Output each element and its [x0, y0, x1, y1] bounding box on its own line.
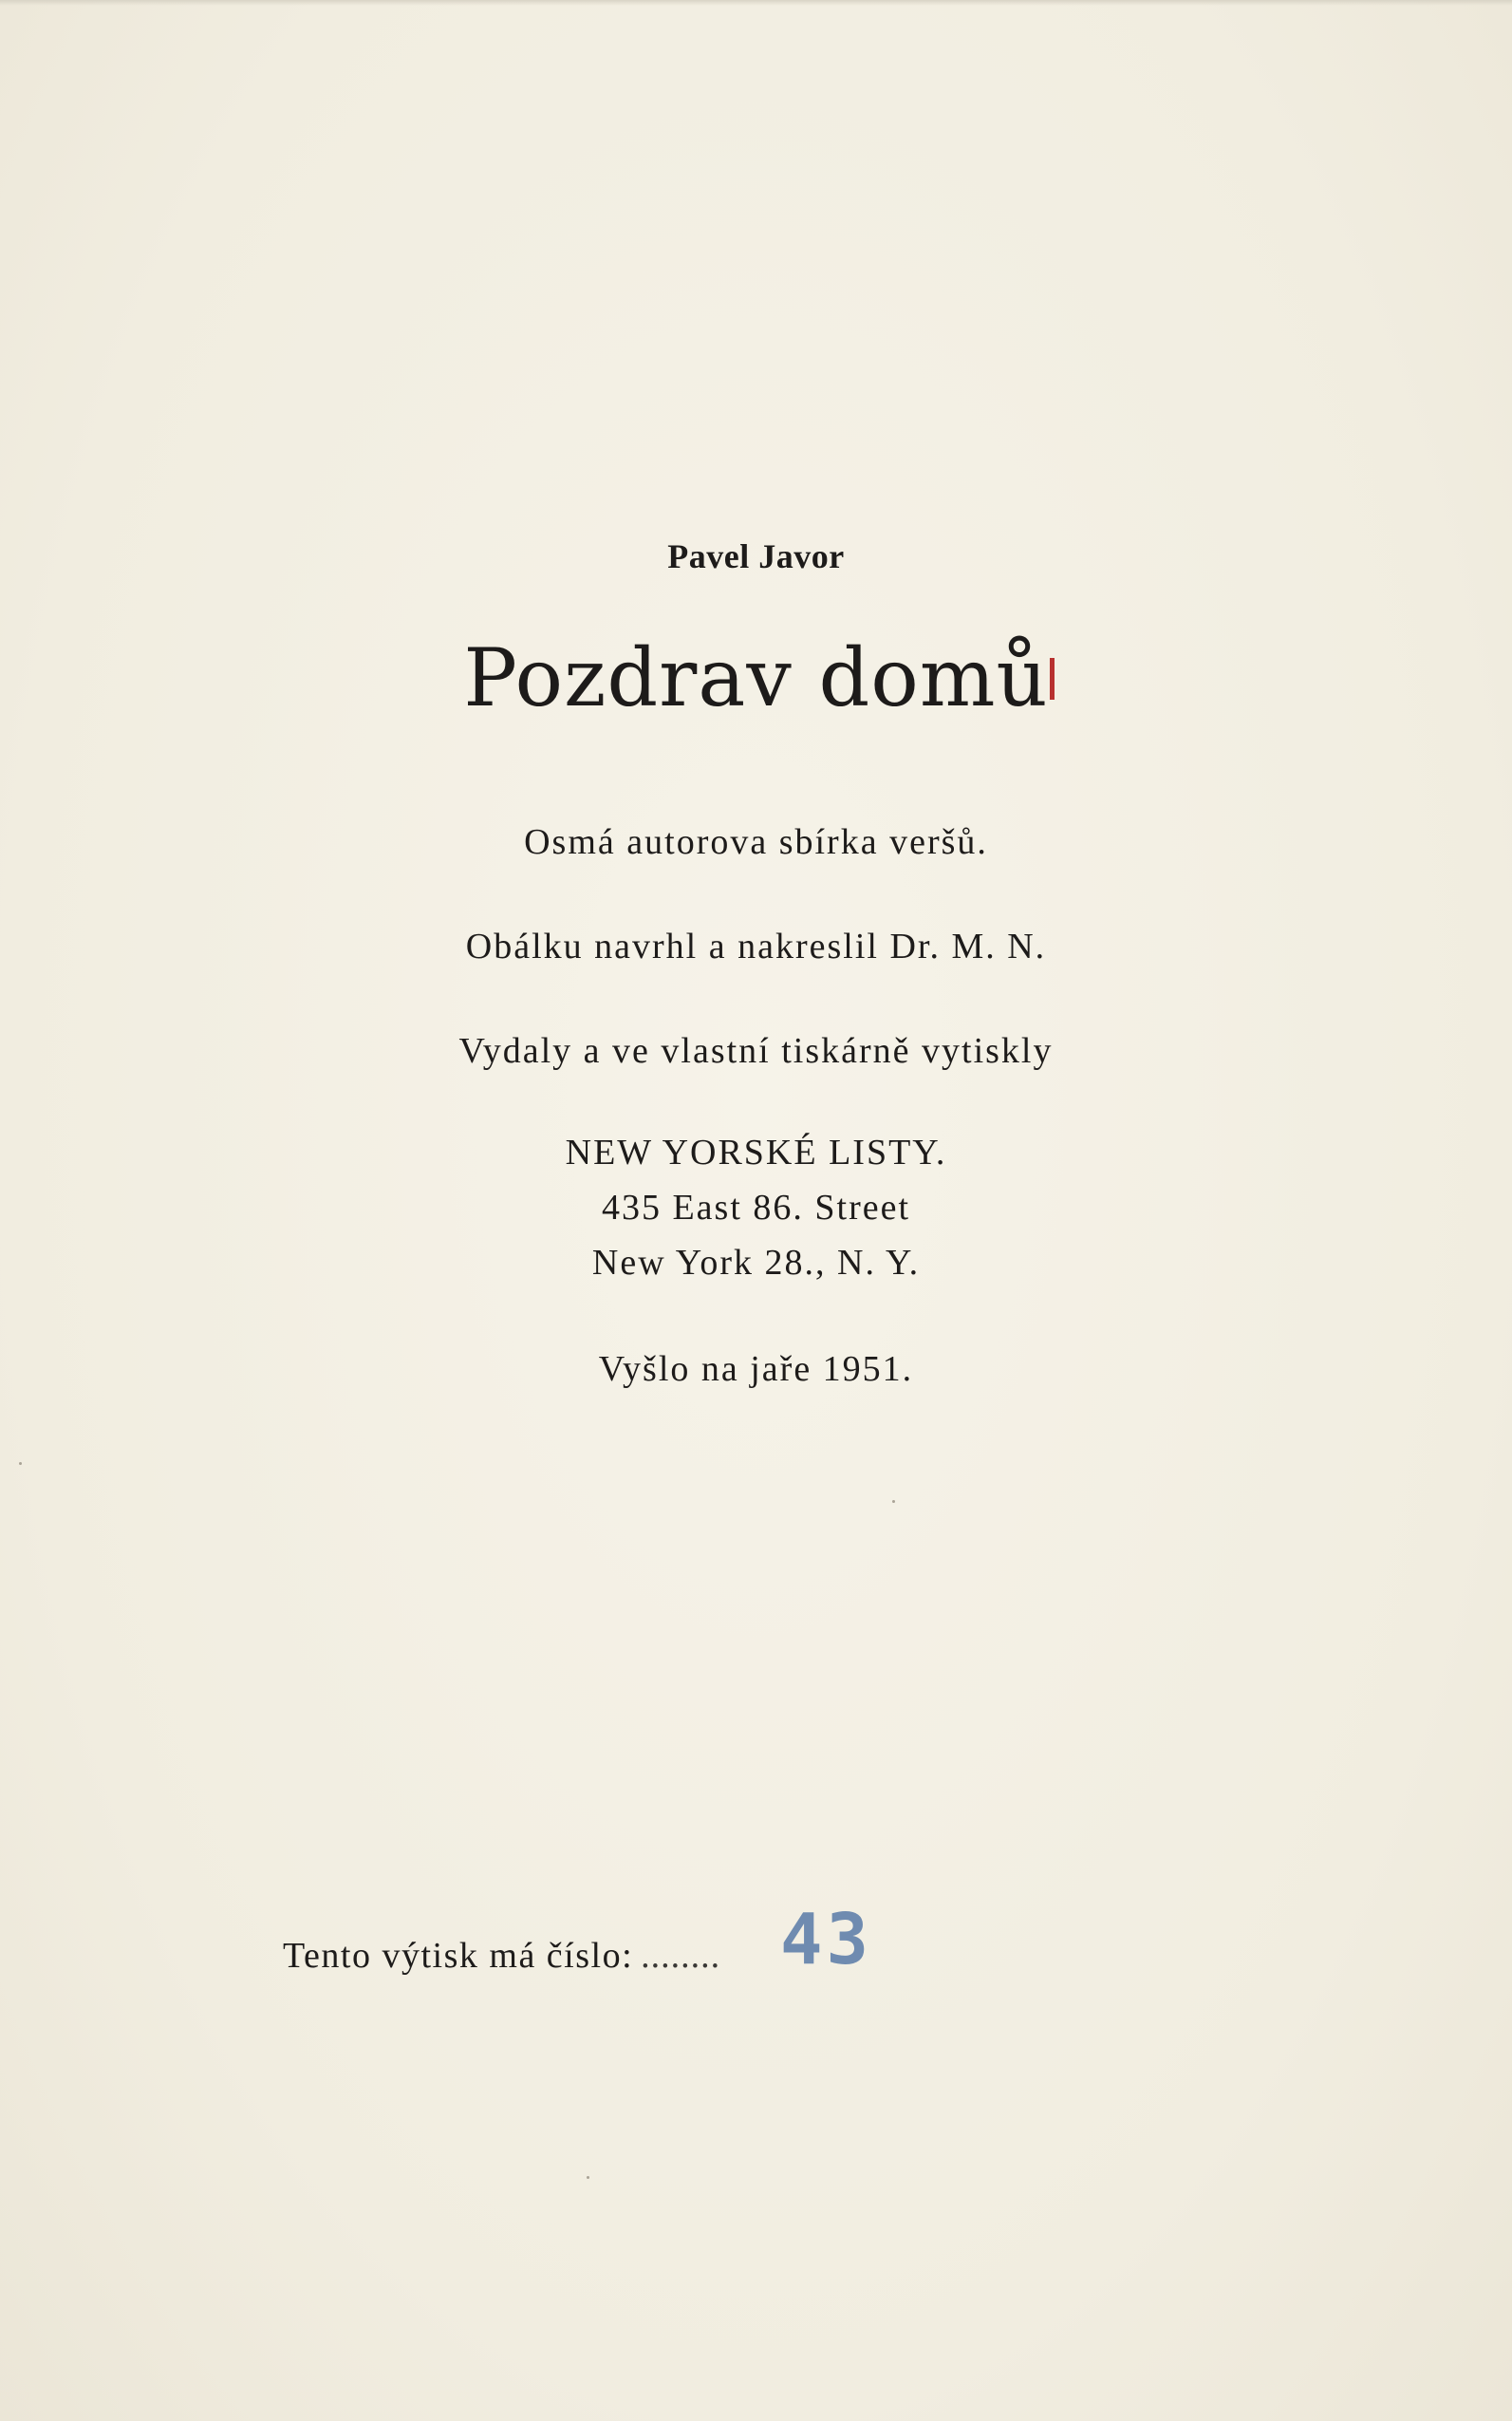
copy-number-dots: ........	[641, 1936, 721, 1976]
publisher-city: New York 28., N. Y.	[591, 1243, 921, 1283]
copy-number-label: Tento výtisk má číslo:	[283, 1936, 634, 1976]
publication-date: Vyšlo na jaře 1951.	[598, 1349, 914, 1389]
copy-number-row	[283, 1935, 720, 1977]
author-name: Pavel Javor	[667, 537, 845, 575]
cover-note: Obálku navrhl a nakreslil Dr. M. N.	[465, 927, 1047, 967]
paper-speck	[19, 1462, 22, 1465]
book-title-main: Pozdrav dom	[463, 631, 997, 724]
paper-speck	[892, 1500, 895, 1503]
publisher-street: 435 East 86. Street	[601, 1188, 911, 1228]
paper-speck	[587, 2176, 589, 2179]
printer-note: Vydaly a ve vlastní tiskárně vytiskly	[458, 1031, 1054, 1071]
copy-number-stamp: 43	[780, 1899, 873, 1980]
page-top-edge	[0, 0, 1512, 6]
collection-note: Osmá autorova sbírka veršů.	[524, 822, 988, 862]
publisher-name: NEW YORSKÉ LISTY.	[565, 1133, 947, 1173]
book-title	[0, 631, 1512, 724]
book-title-tail: ů	[996, 631, 1049, 724]
